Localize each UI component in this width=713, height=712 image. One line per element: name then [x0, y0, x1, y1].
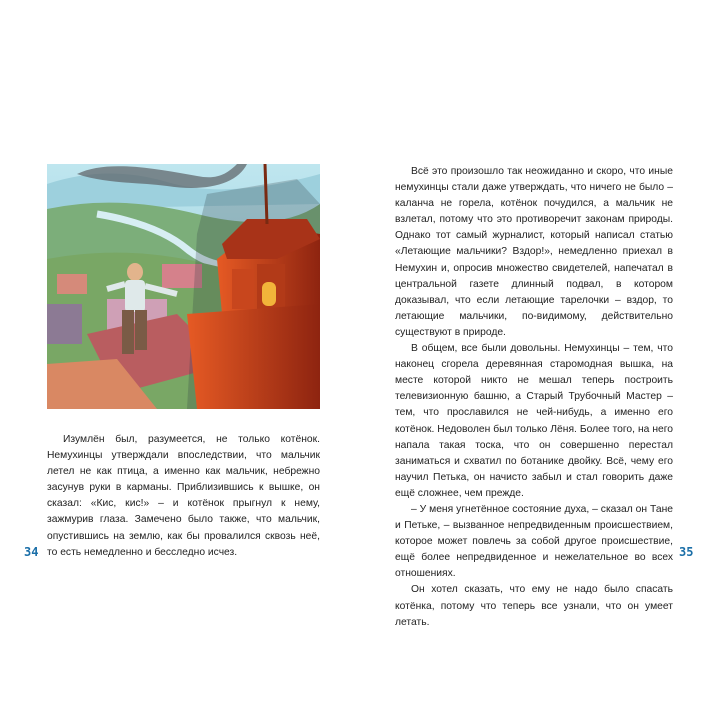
book-illustration	[47, 164, 320, 409]
paragraph: Изумлён был, разумеется, не только котёнок. Немухинцы утверждали впоследствии, что мальчик летел не как птица, а именно как мальчик, небрежно засунув руки в карманы. Приблизившись к вышке, он сказал: «Кис, кис!» – и котёнок прыгнул к нему, зажмурив глаза. Замечено было также, что мальчик, опустившись на землю, как бы провалился сквозь неё, то есть немедленно и бесследно исчез.	[47, 434, 320, 558]
right-page	[357, 0, 713, 712]
left-page	[0, 0, 356, 712]
left-page-text	[47, 432, 320, 561]
paragraph: В общем, все были довольны. Немухинцы – тем, что наконец сгорела деревянная старомодная вышка, на месте которой никто не мешал теперь построить телевизионную башню, а Старый Трубочный Мастер – тем, что прославился не чей-нибудь, а именно его котёнок. Недоволен был только Лёня. Более того, на него напала такая тоска, что он совершенно перестал заниматься и схватил по ботанике двойку. Всё, чему его научил Петька, он начисто забыл и стал говорить даже ещё сложнее, чем прежде.	[395, 343, 673, 499]
paragraph: – У меня угнетённое состояние духа, – сказал он Тане и Петьке, – вызванное непредвиденным происшествием, которое может повлечь за собой другое происшествие, ещё более непредвиденное и нежелательное во всех отношениях.	[395, 503, 673, 580]
page-number: 35	[679, 545, 694, 559]
boy-flying-over-tower-illustration	[47, 164, 320, 409]
right-page-text	[395, 164, 673, 631]
paragraph: Он хотел сказать, что ему не надо было спасать котёнка, потому что теперь все узнали, что он умеет летать.	[395, 584, 673, 628]
page-number: 34	[24, 545, 39, 559]
paragraph: Всё это произошло так неожиданно и скоро, что иные немухинцы стали даже утверждать, что ничего не было – каланча не горела, котёнок почудился, а мальчик не взлетал, потому что это противоречит законам природы. Однако тот самый журналист, который написал статью «Летающие мальчики? Вздор!», немедленно приехал в Немухин и, опросив множество свидетелей, напечатал в центральной газете длинный подвал, в котором доказывал, что если летающие тарелочки – вздор, то летающие мальчики, по-видимому, действительно существуют в природе.	[395, 166, 673, 338]
